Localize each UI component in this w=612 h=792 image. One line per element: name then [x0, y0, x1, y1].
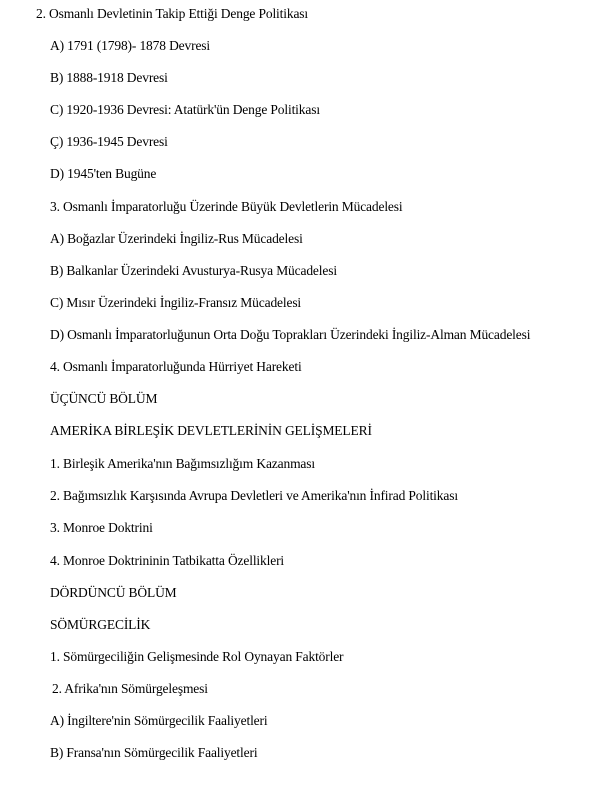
chapter-title-fourth: DÖRDÜNCÜ BÖLÜM [50, 585, 177, 600]
list-item: A) Boğazlar Üzerindeki İngiliz-Rus Mücadelesi [50, 231, 303, 246]
section-heading-great-powers-struggle: 3. Osmanlı İmparatorluğu Üzerinde Büyük Devletlerin Mücadelesi [50, 199, 403, 214]
list-item: B) Balkanlar Üzerindeki Avusturya-Rusya Mücadelesi [50, 263, 337, 278]
list-item: B) 1888-1918 Devresi [50, 70, 168, 85]
list-item: D) 1945'ten Bugüne [50, 166, 157, 181]
chapter-subtitle-colonialism: SÖMÜRGECİLİK [50, 617, 151, 632]
section-heading-freedom-movement: 4. Osmanlı İmparatorluğunda Hürriyet Hareketi [50, 359, 302, 374]
list-item: 3. Monroe Doktrini [50, 520, 153, 535]
list-item: D) Osmanlı İmparatorluğunun Orta Doğu Toprakları Üzerindeki İngiliz-Alman Mücadelesi [50, 327, 531, 342]
chapter-subtitle-usa: AMERİKA BİRLEŞİK DEVLETLERİNİN GELİŞMELERİ [50, 423, 372, 438]
list-item: 4. Monroe Doktrininin Tatbikatta Özellikleri [50, 553, 285, 568]
list-item: C) Mısır Üzerindeki İngiliz-Fransız Mücadelesi [50, 295, 302, 310]
list-item: B) Fransa'nın Sömürgecilik Faaliyetleri [50, 745, 258, 760]
list-item: Ç) 1936-1945 Devresi [50, 134, 168, 149]
list-item: A) 1791 (1798)- 1878 Devresi [50, 38, 211, 53]
list-item: A) İngiltere'nin Sömürgecilik Faaliyetleri [50, 713, 268, 728]
list-item: 2. Afrika'nın Sömürgeleşmesi [52, 681, 208, 696]
list-item: 1. Birleşik Amerika'nın Bağımsızlığım Kazanması [50, 456, 315, 471]
list-item: C) 1920-1936 Devresi: Atatürk'ün Denge Politikası [50, 102, 320, 117]
list-item: 1. Sömürgeciliğin Gelişmesinde Rol Oynayan Faktörler [50, 649, 344, 664]
chapter-title-third: ÜÇÜNCÜ BÖLÜM [50, 391, 158, 406]
section-heading-ottoman-balance-policy: 2. Osmanlı Devletinin Takip Ettiği Denge Politikası [36, 6, 309, 21]
list-item: 2. Bağımsızlık Karşısında Avrupa Devletleri ve Amerika'nın İnfirad Politikası [50, 488, 458, 503]
